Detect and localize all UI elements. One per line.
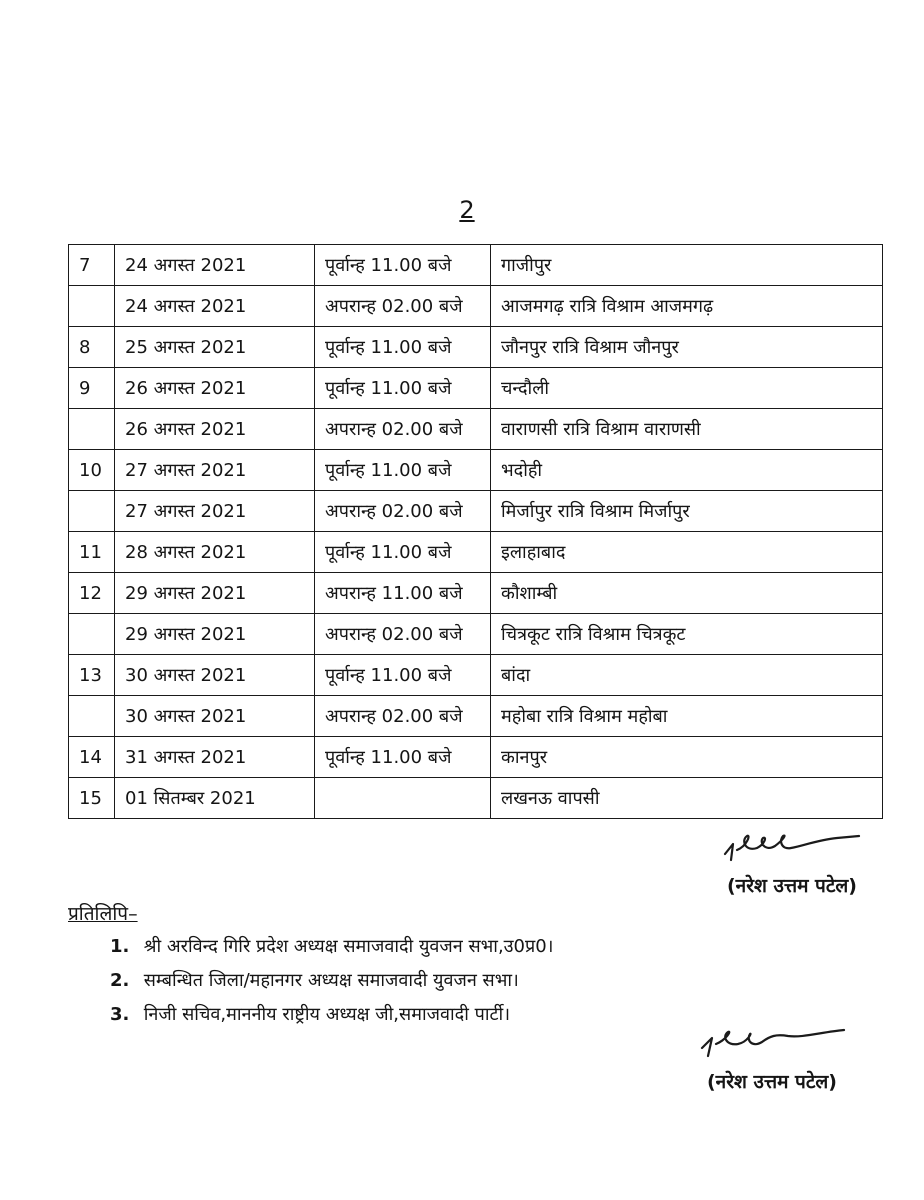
time-cell: अपरान्ह 11.00 बजे [315, 573, 491, 614]
place-cell: आजमगढ़ रात्रि विश्राम आजमगढ़ [491, 286, 883, 327]
place-cell: महोबा रात्रि विश्राम महोबा [491, 696, 883, 737]
table-row [69, 327, 883, 368]
list-number: 1. [110, 936, 130, 957]
serial-cell [69, 491, 115, 532]
table-row [69, 696, 883, 737]
serial-cell: 15 [69, 778, 115, 819]
table-row [69, 655, 883, 696]
place-cell: इलाहाबाद [491, 532, 883, 573]
time-cell: अपरान्ह 02.00 बजे [315, 696, 491, 737]
date-cell: 24 अगस्त 2021 [115, 245, 315, 286]
serial-cell: 11 [69, 532, 115, 573]
copy-to-list [110, 930, 554, 1032]
list-item [110, 930, 554, 964]
date-cell: 01 सितम्बर 2021 [115, 778, 315, 819]
date-cell: 28 अगस्त 2021 [115, 532, 315, 573]
serial-cell: 8 [69, 327, 115, 368]
place-cell: भदोही [491, 450, 883, 491]
date-cell: 29 अगस्त 2021 [115, 614, 315, 655]
time-cell [315, 778, 491, 819]
list-number: 3. [110, 1004, 130, 1025]
time-cell: पूर्वान्ह 11.00 बजे [315, 245, 491, 286]
time-cell: अपरान्ह 02.00 बजे [315, 286, 491, 327]
handwritten-signature [692, 1022, 852, 1066]
handwritten-signature [717, 826, 867, 870]
serial-cell: 9 [69, 368, 115, 409]
time-cell: पूर्वान्ह 11.00 बजे [315, 450, 491, 491]
date-cell: 30 अगस्त 2021 [115, 655, 315, 696]
serial-cell: 10 [69, 450, 115, 491]
copy-to-heading: प्रतिलिपि– [68, 903, 138, 925]
table-row [69, 491, 883, 532]
schedule-table [68, 244, 883, 819]
list-text: सम्बन्धित जिला/महानगर अध्यक्ष समाजवादी युवजन सभा। [143, 970, 519, 991]
date-cell: 24 अगस्त 2021 [115, 286, 315, 327]
table-row [69, 778, 883, 819]
place-cell: जौनपुर रात्रि विश्राम जौनपुर [491, 327, 883, 368]
table-row [69, 450, 883, 491]
time-cell: पूर्वान्ह 11.00 बजे [315, 368, 491, 409]
list-item [110, 998, 554, 1032]
serial-cell [69, 286, 115, 327]
table-row [69, 737, 883, 778]
serial-cell [69, 614, 115, 655]
signature-block-bottom [672, 1022, 872, 1094]
time-cell: अपरान्ह 02.00 बजे [315, 614, 491, 655]
table-row [69, 532, 883, 573]
place-cell: कानपुर [491, 737, 883, 778]
table-row [69, 368, 883, 409]
table-row [69, 286, 883, 327]
time-cell: पूर्वान्ह 11.00 बजे [315, 737, 491, 778]
place-cell: मिर्जापुर रात्रि विश्राम मिर्जापुर [491, 491, 883, 532]
table-row [69, 409, 883, 450]
signatory-name: (नरेश उत्तम पटेल) [707, 1071, 837, 1093]
serial-cell: 13 [69, 655, 115, 696]
time-cell: अपरान्ह 02.00 बजे [315, 409, 491, 450]
list-text: श्री अरविन्द गिरि प्रदेश अध्यक्ष समाजवादी युवजन सभा,उ0प्र0। [143, 936, 554, 957]
serial-cell: 14 [69, 737, 115, 778]
place-cell: बांदा [491, 655, 883, 696]
table-row [69, 573, 883, 614]
time-cell: पूर्वान्ह 11.00 बजे [315, 532, 491, 573]
serial-cell [69, 696, 115, 737]
date-cell: 25 अगस्त 2021 [115, 327, 315, 368]
date-cell: 27 अगस्त 2021 [115, 491, 315, 532]
serial-cell: 7 [69, 245, 115, 286]
list-text: निजी सचिव,माननीय राष्ट्रीय अध्यक्ष जी,समाजवादी पार्टी। [143, 1004, 511, 1025]
date-cell: 29 अगस्त 2021 [115, 573, 315, 614]
serial-cell: 12 [69, 573, 115, 614]
table-row [69, 245, 883, 286]
place-cell: चित्रकूट रात्रि विश्राम चित्रकूट [491, 614, 883, 655]
time-cell: पूर्वान्ह 11.00 बजे [315, 655, 491, 696]
date-cell: 26 अगस्त 2021 [115, 368, 315, 409]
date-cell: 27 अगस्त 2021 [115, 450, 315, 491]
place-cell: कौशाम्बी [491, 573, 883, 614]
date-cell: 26 अगस्त 2021 [115, 409, 315, 450]
signature-block-top [692, 826, 892, 898]
place-cell: वाराणसी रात्रि विश्राम वाराणसी [491, 409, 883, 450]
serial-cell [69, 409, 115, 450]
list-number: 2. [110, 970, 130, 991]
time-cell: पूर्वान्ह 11.00 बजे [315, 327, 491, 368]
place-cell: गाजीपुर [491, 245, 883, 286]
table-row [69, 614, 883, 655]
signatory-name: (नरेश उत्तम पटेल) [727, 875, 857, 897]
date-cell: 30 अगस्त 2021 [115, 696, 315, 737]
date-cell: 31 अगस्त 2021 [115, 737, 315, 778]
list-item [110, 964, 554, 998]
place-cell: चन्दौली [491, 368, 883, 409]
page-number: 2 [459, 196, 475, 224]
time-cell: अपरान्ह 02.00 बजे [315, 491, 491, 532]
place-cell: लखनऊ वापसी [491, 778, 883, 819]
